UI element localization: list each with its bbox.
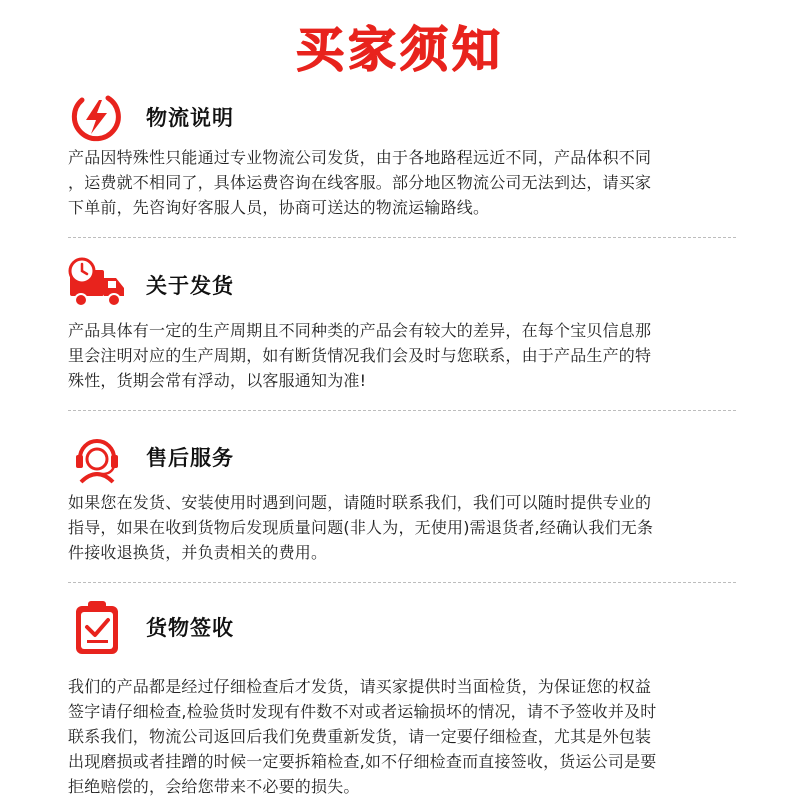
delivery-truck-clock-icon (68, 256, 126, 314)
body-line: 殊性，货期会常有浮动，以客服通知为准! (68, 371, 367, 390)
section-body (68, 674, 736, 799)
body-line: 联系我们，物流公司返回后我们免费重新发货，请一定要仔细检查，尤其是外包装 (68, 727, 652, 746)
section-title: 关于发货 (146, 274, 234, 298)
body-line: 如果您在发货、安装使用时遇到问题，请随时联系我们，我们可以随时提供专业的 (68, 493, 652, 512)
body-line: 我们的产品都是经过仔细检查后才发货，请买家提供时当面检货，为保证您的权益 (68, 677, 652, 696)
section-divider (68, 582, 736, 583)
section-header (68, 598, 728, 658)
section-body (68, 318, 736, 393)
section-divider (68, 410, 736, 411)
body-line: 拒绝赔偿的，会给您带来不必要的损失。 (68, 777, 360, 796)
body-line: ，运费就不相同了，具体运费咨询在线客服。部分地区物流公司无法到达，请买家 (68, 173, 652, 192)
section-title: 售后服务 (146, 446, 234, 470)
body-line: 产品具体有一定的生产周期且不同种类的产品会有较大的差异，在每个宝贝信息那 (68, 321, 652, 340)
clipboard-check-icon (68, 598, 126, 656)
body-line: 下单前，先咨询好客服人员，协商可送达的物流运输路线。 (68, 198, 490, 217)
body-line: 指导，如果在收到货物后发现质量问题(非人为，无使用)需退货者,经确认我们无条 (68, 518, 654, 537)
page-title: 买家须知 (295, 22, 504, 78)
body-line: 产品因特殊性只能通过专业物流公司发货，由于各地路程远近不同，产品体积不同 (68, 148, 652, 167)
body-line: 签字请仔细检查,检验货时发现有件数不对或者运输损坏的情况，请不予签收并及时 (68, 702, 657, 721)
section-header (68, 88, 728, 148)
section-title: 货物签收 (146, 616, 234, 640)
body-line: 里会注明对应的生产周期，如有断货情况我们会及时与您联系，由于产品生产的特 (68, 346, 652, 365)
lightning-circle-icon (68, 88, 126, 146)
section-body (68, 145, 736, 220)
section-title: 物流说明 (146, 106, 234, 130)
body-line: 出现磨损或者挂蹭的时候一定要拆箱检查,如不仔细检查而直接签收，货运公司是要 (68, 752, 657, 771)
section-divider (68, 237, 736, 238)
section-header (68, 256, 728, 316)
customer-service-headset-icon (68, 428, 126, 486)
section-header (68, 428, 728, 488)
section-body (68, 490, 736, 565)
body-line: 件接收退换货，并负责相关的费用。 (68, 543, 328, 562)
